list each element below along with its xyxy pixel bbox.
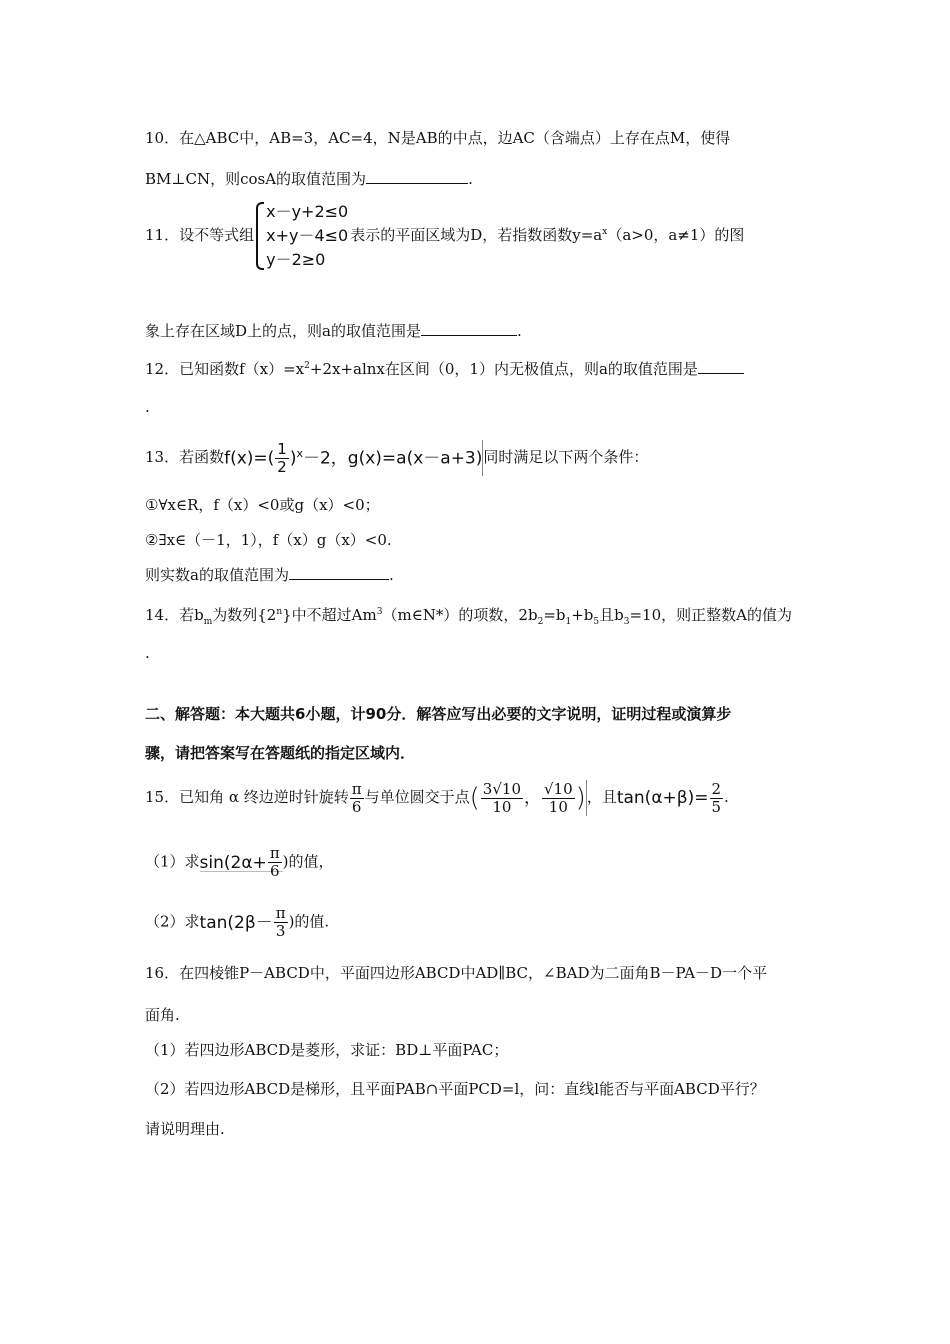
q13-ask: 则实数a的取值范围为 .	[145, 566, 394, 584]
q14-line2: .	[145, 644, 150, 662]
q13-cond2: ②∃x∈（－1，1），f（x）g（x）<0.	[145, 531, 392, 549]
q15-sub1: （1）求sin(2α+ $\frac{\pi}{6}$ )的值，	[145, 844, 334, 880]
q11-line2: 象上存在区域D上的点，则a的取值范围是 .	[145, 322, 522, 340]
q15-sub2: （2）求tan(2β－ $\frac{\pi}{3}$ )的值.	[145, 904, 330, 940]
answer-blank[interactable]	[698, 359, 744, 374]
q13-cond1: ①∀x∈R，f（x）<0或g（x）<0；	[145, 496, 380, 514]
q16-sub2: （2）若四边形ABCD是梯形，且平面PAB∩平面PCD=l，问：直线l能否与平面ABCD平行？	[145, 1080, 765, 1098]
q16-sub1: （1）若四边形ABCD是菱形，求证：BD⊥平面PAC；	[145, 1041, 509, 1059]
q14-line1: 14．若$b_m$为数列{2$^n$}中不超过Am$^3$（m∈N*）的项数，$2b_2=b_1+b_5$且$b_3=10$，则正整数A的值为	[145, 606, 792, 627]
inequality-system	[256, 200, 348, 272]
section-heading-line2: 骤，请把答案写在答题纸的指定区域内．	[145, 744, 416, 762]
answer-blank[interactable]	[366, 169, 468, 184]
inequality-row: x+y－4≤0	[266, 226, 349, 245]
q12-line1: 12．已知函数$f(x)=x^2+2x+alnx$在区间（0，1）内无极值点，则a的取值范围是	[145, 355, 744, 380]
function-formula: f(x)=( $\frac{1}{2}$ )$^x$－2，g(x)=a(x－a+3)	[224, 439, 483, 476]
inequality-row: x－y+2≤0	[266, 202, 349, 221]
q15-line1: 15．已知角 α 终边逆时针旋转 $\frac{\pi}{6}$ 与单位圆交于点( $\frac{3√10}{10}$ ， $\frac{√10}{10}$ )，且tan(α+β)= $\frac{2}{5}$ .	[145, 779, 729, 816]
q16-line1: 16．在四棱锥P－ABCD中，平面四边形ABCD中AD∥BC，∠BAD为二面角B－PA－D一个平	[145, 964, 768, 982]
answer-blank[interactable]	[421, 321, 517, 336]
answer-blank[interactable]	[289, 565, 389, 580]
inequality-row: y－2≥0	[266, 250, 326, 269]
q12-line2: .	[145, 398, 150, 416]
q11-line1: 11．设不等式组 x－y+2≤0 x+y－4≤0 y－2≥0 表示的平面区域为D，若指数函数$y=a^x(a>0$，a≠1）的图	[145, 200, 744, 272]
q16-line2: 面角.	[145, 1006, 180, 1024]
q10-line2: BM⊥CN，则cosA的取值范围为 .	[145, 170, 473, 188]
section-heading: 二、解答题：本大题共6小题，计90分．解答应写出必要的文字说明，证明过程或演算步	[145, 705, 732, 723]
q16-sub3: 请说明理由.	[145, 1120, 225, 1138]
q10-line1: 10．在△ABC中，AB=3，AC=4，N是AB的中点，边AC（含端点）上存在点M，使得	[145, 129, 731, 147]
q13-line1: 13．若函数f(x)=( $\frac{1}{2}$ )$^x$－2，g(x)=a(x－a+3)同时满足以下两个条件：	[145, 439, 649, 476]
